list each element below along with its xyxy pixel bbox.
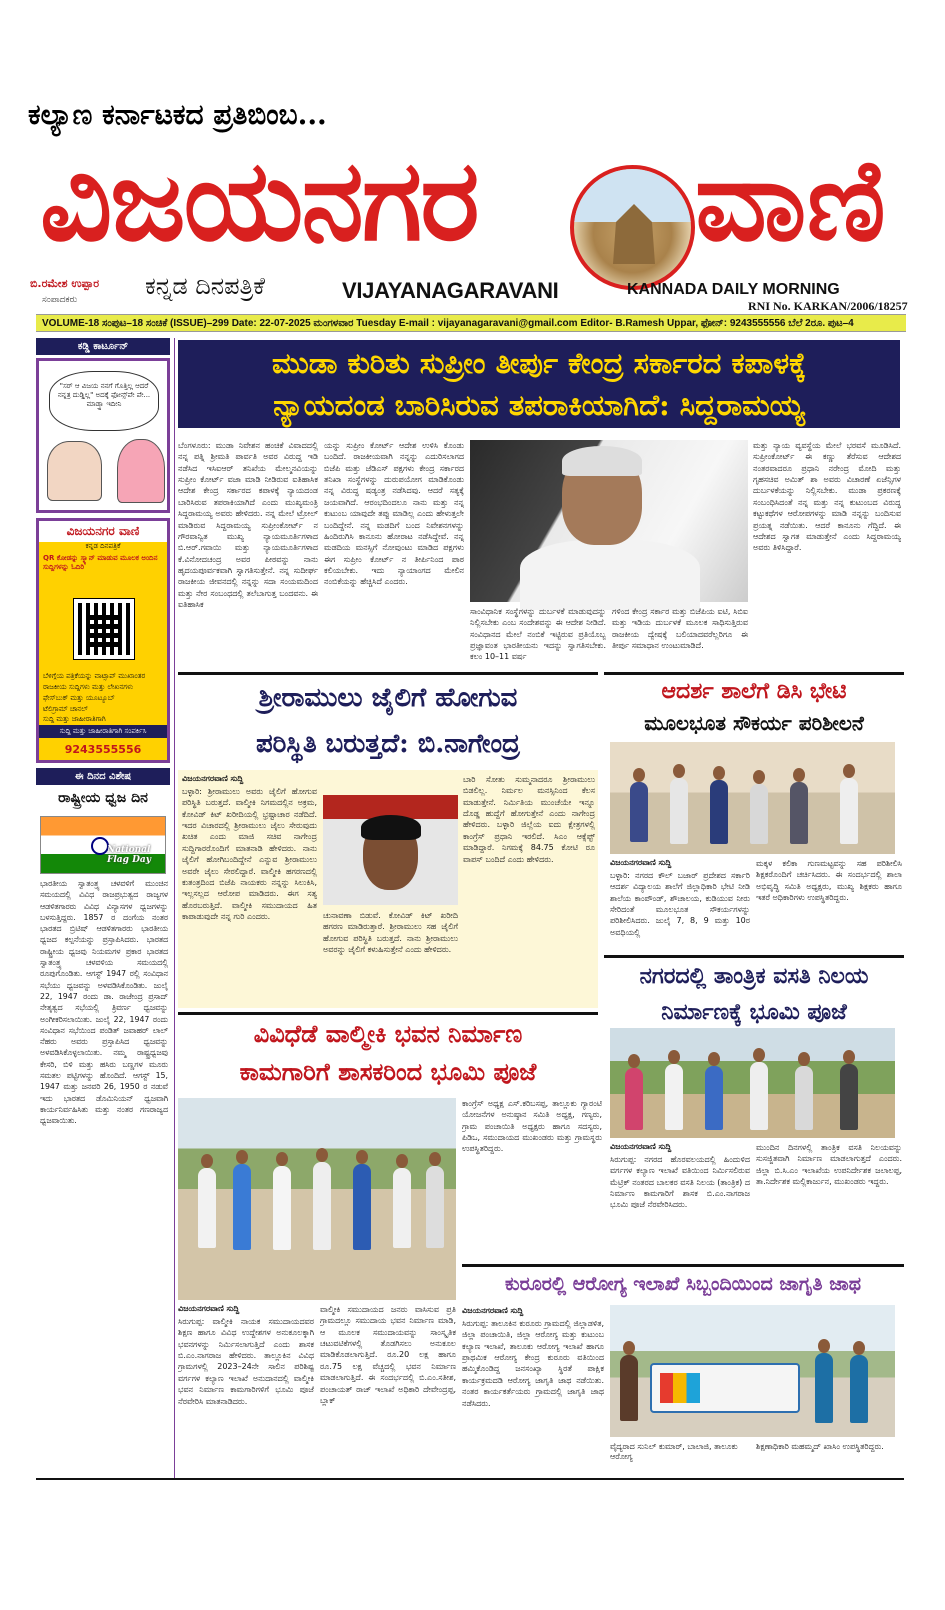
rni-number: RNI No. KARKAN/2006/18257	[748, 299, 908, 313]
story3-byline: ವಿಜಯನಗರವಾಣಿ ಸುದ್ದಿ	[610, 858, 672, 867]
lead-headline-line1: ಮುಡಾ ಕುರಿತು ಸುಪ್ರೀಂ ತೀರ್ಪು ಕೇಂದ್ರ ಸರ್ಕಾರದ ಕಪಾಳಕ್ಕೆ	[271, 346, 807, 380]
ad-list	[43, 671, 145, 725]
story2-headline-line2: ಪರಿಸ್ಥಿತಿ ಬರುತ್ತದೆ: ಬಿ.ನಾಗೇಂದ್ರ	[256, 729, 520, 759]
cartoon-header: ಕಡ್ಡಿ ಕಾರ್ಟೂನ್	[36, 338, 170, 355]
story3-col2: ಮಕ್ಕಳ ಕಲಿಕಾ ಗುಣಮಟ್ಟವನ್ನು ಸಹ ಪರಿಶೀಲಿಸಿ ಶಿಕ್ಷಕರೊಂದಿಗೆ ಚರ್ಚಿಸಿದರು. ಈ ಸಂದರ್ಭದಲ್ಲಿ ಶಾಲಾ ಅಭಿವೃದ್ಧಿ ಸಮಿತಿ ಅಧ್ಯಕ್ಷರು, ಮುಖ್ಯ ಶಿಕ್ಷಕರು ಹಾಗೂ ಇತರೆ ಅಧಿಕಾರಿಗಳು ಉಪಸ್ಥಿತರಿದ್ದರು.	[756, 859, 902, 903]
siddaramaiah-photo	[470, 440, 748, 602]
ad-list-item: ಟೆಲಿಗ್ರಾಮ್ ಚಾನಲ್	[43, 704, 88, 713]
issue-info-bar: VOLUME-18 ಸಂಪುಟ–18 ಸಂಚಿಕೆ (ISSUE)–299 Date: 22-07-2025 ಮಂಗಳವಾರ Tuesday E-mail : vijayanagaravani@gmail.com Editor- B.Ramesh Uppar, ಫೋನ್: 9243555556 ಬೆಲೆ 2ರೂ. ಪುಟ–4	[36, 314, 906, 332]
masthead-title-left: ವಿಜಯನಗರ	[40, 135, 478, 266]
lead-col1: ಬೆಂಗಳೂರು: ಮುಡಾ ನಿವೇಶನ ಹಂಚಿಕೆ ವಿವಾದದಲ್ಲಿ ನನ್ನ ಪತ್ನಿ ಶ್ರೀಮತಿ ಪಾರ್ವತಿ ಅವರ ವಿರುದ್ದ ಇಡಿ ನಡೆಸಿದ ಇಸಿಐಆರ್ ತನಿಖೆಯ ಮೇಲ್ಮನವಿಯನ್ನು ಸುಪ್ರೀಂ ಕೋರ್ಟ್ ವಜಾ ಮಾಡಿ ನೀಡಿರುವ ಐತಿಹಾಸಿಕ ಆದೇಶ ಕೇಂದ್ರ ಸರ್ಕಾರದ ಕಪಾಳಕ್ಕೆ ನ್ಯಾಯದಂಡ ಬಾರಿಸಿರುವ ತಪರಾಕಿಯಾಗಿದೆ ಎಂದು ಮುಖ್ಯಮಂತ್ರಿ ಸಿದ್ದರಾಮಯ್ಯ ಅವರು ಹೇಳಿದರು. ನನ್ನ ಮೇಲೆ ಟ್ರೋಲ್ ಮಾಡಿರುವ ಸಿದ್ದರಾಮಯ್ಯ ಸುಪ್ರೀಂಕೋರ್ಟ್ ನ ಗೌರವಾನ್ವಿತ ಮುಖ್ಯ ನ್ಯಾಯಮೂರ್ತಿಗಳಾದ ಬಿ.ಆರ್.ಗವಾಯಿ ಮತ್ತು ನ್ಯಾಯಮೂರ್ತಿಗಳಾದ ಕೆ.ವಿನೋದಚಂದ್ರ ಅವರ ಪೀಠವನ್ನು ನಾನು ಹೃದಯಪೂರ್ವಕವಾಗಿ ಸ್ವಾಗತಿಸುತ್ತೇನೆ. ನನ್ನ ಸುದೀರ್ಘ ರಾಜಕೀಯ ಜೀವನದಲ್ಲಿ ನನ್ನನ್ನು ಸದಾ ಸಂಯಮದಿಂದ ಮತ್ತು ನೇರ ಸಂಬಂಧದಲ್ಲಿ ತಲೆಬಾಗುತ್ತ ಬಂದವನು. ಈ ಐತಿಹಾಸಿಕ	[178, 441, 318, 610]
story3-headline-line1[interactable]: ಆದರ್ಶ ಶಾಲೆಗೆ ಡಿಸಿ ಭೇಟಿ	[604, 672, 904, 704]
masthead-tagline: ಕಲ್ಯಾಣ ಕರ್ನಾಟಕದ ಪ್ರತಿಬಿಂಬ...	[28, 98, 327, 131]
nagendra-photo	[323, 795, 458, 905]
story2-col3: ಬಾರಿ ಸೋತು ಸುಮ್ಮನಾದರೂ ಶ್ರೀರಾಮುಲು ಬಿಡಲಿಲ್ಲ. ನಿರ್ಮಲ ಮನಸ್ಸಿನಿಂದ ಕೆಲಸ ಮಾಡುತ್ತೇನೆ. ನಿರ್ಮಿತಿಯ ಮುಂಚೆಯೇ ಇನ್ನೂ ದೊಡ್ಡ ಹುದ್ದೆಗೆ ಹೋಗುತ್ತೇನೆ ಎಂದು ನಾಗೇಂದ್ರ ಹೇಳಿದರು. ಬಳ್ಳಾರಿ ಜಿಲ್ಲೆಯ ಐದು ಕ್ಷೇತ್ರಗಳಲ್ಲಿ ಕಾಂಗ್ರೆಸ್ ಪ್ರಧಾನಿ ಇರಲಿದೆ. ಸಿಎಂ ಆಕ್ಸೆಪ್ಟ್ ಮಾಡಿದ್ದಾರೆ. ನಿಗಮಕ್ಕೆ 84.75 ಕೋಟಿ ರೂ ವಾಪಸ್ ಬಂದಿದೆ ಎಂದು ಹೇಳಿದರು.	[463, 775, 595, 864]
ad-title: ವಿಜಯನಗರ ವಾಣಿ	[39, 521, 167, 542]
story4-headline[interactable]	[178, 1012, 598, 1092]
hampi-chariot-logo-icon	[570, 165, 695, 290]
kannada-daily-label: ಕನ್ನಡ ದಿನಪತ್ರಿಕೆ	[145, 272, 266, 300]
qr-code-icon[interactable]	[74, 599, 134, 659]
cartoon-woman-figure	[117, 439, 165, 503]
ad-qr-text: QR ಕೋಡನ್ನು ಸ್ಕ್ಯಾನ್ ಮಾಡುವ ಮೂಲಕ ಅಂದಿನ ಸುದ್ದಿಗಳನ್ನು ಓದಿರಿ	[43, 554, 158, 572]
hostel-bhoomi-pooja-photo	[610, 1028, 895, 1138]
story5-headline-line2: ನಿರ್ಮಾಣಕ್ಕೆ ಭೂಮಿ ಪೂಜೆ	[661, 999, 847, 1025]
story4-headline-line2: ಕಾಮಗಾರಿಗೆ ಶಾಸಕರಿಂದ ಭೂಮಿ ಪೂಜೆ	[239, 1057, 537, 1086]
lead-headline-line2: ನ್ಯಾಯದಂಡ ಬಾರಿಸಿರುವ ತಪರಾಕಿಯಾಗಿದೆ: ಸಿದ್ದರಾಮಯ್ಯ	[273, 388, 805, 422]
story6-caption-left: ವೈದ್ಯರಾದ ಸುನಿಲ್ ಕುಮಾರ್, ಬಾಲಾಜಿ, ತಾಲೂಕು ಆರೋಗ್ಯ	[610, 1442, 738, 1461]
story2-col1: ಬಳ್ಳಾರಿ: ಶ್ರೀರಾಮುಲು ಅವರು ಜೈಲಿಗೆ ಹೋಗುವ ಪರಿಸ್ಥಿತಿ ಬರುತ್ತದೆ. ವಾಲ್ಮೀಕಿ ನಿಗಮದಲ್ಲಿನ ಅಕ್ರಮ, ಕೋವಿಡ್ ಕಿಟ್ ಖರೀದಿಯಲ್ಲಿ ಭ್ರಷ್ಟಾಚಾರ ನಡೆದಿದೆ. ಇದರ ವಿಚಾರದಲ್ಲಿ ಶ್ರೀರಾಮುಲು ಜೈಲು ಸೇರುವುದು ಖಚಿತ ಎಂದು ಮಾಜಿ ಸಚಿವ ನಾಗೇಂದ್ರ ಸುದ್ದಿಗಾರರೊಂದಿಗೆ ಮಾತನಾಡಿ ಹೇಳಿದರು. ನಾನು ಜೈಲಿಗೆ ಹೋಗಿಬಂದಿದ್ದೇನೆ ಎನ್ನುವ ಶ್ರೀರಾಮುಲು ಅವರೇ ಜೈಲು ಸೇರಲಿದ್ದಾರೆ. ವಾಲ್ಮೀಕಿ ಹಗರಣದಲ್ಲಿ ಕುತಂತ್ರದಿಂದ ಬಿಜೆಪಿ ನಾಯಕರು ನನ್ನನ್ನು ಸಿಲುಕಿಸಿ, ಇಲ್ಲಸಲ್ಲದ ಆರೋಪ ಮಾಡಿದರು. ಈಗ ಸತ್ಯ ಹೊರಬರುತ್ತಿದೆ. ವಾಲ್ಮೀಕಿ ಸಮುದಾಯದ ಹಿತ ಕಾಪಾಡುವುದೇ ನನ್ನ ಗುರಿ ಎಂದರು.	[182, 787, 317, 921]
ad-list-item: ಸುದ್ದಿ ಮತ್ತು ಜಾಹೀರಾತಿಗಾಗಿ	[43, 715, 106, 724]
lead-col4: ಮತ್ತು ನ್ಯಾಯ ವ್ಯವಸ್ಥೆಯ ಮೇಲೆ ಭರವಸೆ ಮೂಡಿಸಿದೆ. ಸುಪ್ರೀಂಕೋರ್ಟ್ ಈ ಕಣ್ಣು ತೆರೆಸುವ ಆದೇಶದ ನಂತರವಾದರೂ ಪ್ರಧಾನಿ ನರೇಂದ್ರ ಮೋದಿ ಮತ್ತು ಗೃಹಸಚಿವ ಅಮಿತ್ ಶಾ ಅವರು ವಿಚಾರಣೆ ಏಜೆನ್ಸಿಗಳ ದುರ್ಬಳಕೆಯನ್ನು ನಿಲ್ಲಿಸಬೇಕು. ಮುಡಾ ಪ್ರಕರಣಕ್ಕೆ ಸಂಬಂಧಿಸಿದಂತೆ ನನ್ನ ಮತ್ತು ನನ್ನ ಕುಟುಂಬದ ವಿರುದ್ಧ ಕಟ್ಟುಕಥೆಗಳ ಆರೋಪಗಳನ್ನು ಮಾಡಿ ನನ್ನನ್ನು ಬಂದಿಸುವ ಪ್ರಯತ್ನ ನಡೆಯಿತು. ಆದರೆ ಕಾನೂನು ಗೆದ್ದಿದೆ. ಈ ಆದೇಶದ ಸ್ವಾಗತ ಮಾಡುತ್ತೇನೆ ಎಂದು ಸಿದ್ದರಾಮಯ್ಯ ಅವರು ತಿಳಿಸಿದ್ದಾರೆ.	[753, 441, 901, 553]
day-special-title: ರಾಷ್ಟ್ರೀಯ ಧ್ವಜ ದಿನ	[58, 790, 148, 806]
story6-headline[interactable]: ಕುರೂರಲ್ಲಿ ಆರೋಗ್ಯ ಇಲಾಖೆ ಸಿಬ್ಬಂದಿಯಿಂದ ಜಾಗೃತಿ ಜಾಥ	[462, 1264, 904, 1300]
lead-headline[interactable]	[178, 340, 900, 428]
ad-list-item: ರಾಜಕೀಯ ಸುದ್ದಿಗಳು ಮತ್ತು ಲೇಖನಗಳು	[43, 682, 134, 691]
story5-col2: ಮುಂದಿನ ದಿನಗಳಲ್ಲಿ ತಾಂತ್ರಿಕ ವಸತಿ ನಿಲಯವನ್ನು ಸುಸಜ್ಜಿತವಾಗಿ ನಿರ್ಮಾಣ ಮಾಡಲಾಗುತ್ತದೆ ಎಂದರು. ಜಿಲ್ಲಾ ಬಿ.ಸಿ.ಎಂ ಇಲಾಖೆಯ ಉಪನಿರ್ದೇಶಕ ಜಲಾಲಪ್ಪ, ತಾ.ನಿರ್ದೇಶಕ ಮಲ್ಲಿಕಾರ್ಜುನ, ಮುಖಂಡರು ಇದ್ದರು.	[756, 1143, 902, 1187]
flag-caption: National Flag Day	[107, 845, 151, 865]
editor-role: ಸಂಪಾದಕರು	[42, 295, 78, 305]
day-special-header: ಈ ದಿನದ ವಿಶೇಷ	[36, 768, 170, 785]
ad-list-item: ಫೇಸ್‌ಬುಕ್ ಮತ್ತು ಯೂಟ್ಯೂಬ್	[43, 693, 115, 702]
cartoon-bubble: "ಸರ್ ಆ ವಿಜಯ ನನಗೆ ಗೊತ್ತಿಲ್ಲ ಆದರೆ ನನ್ನತ್ರ ದುಡ್ಡಿಲ್ಲ" ಅದಕ್ಕೆ ಫೋನ್ಸ್‌ಪೇ ಪೇ... ಮಾಡ್ತ್ತಾ ಇದೀನಿ	[49, 371, 159, 431]
story6-byline: ವಿಜಯನಗರವಾಣಿ ಸುದ್ದಿ	[462, 1306, 524, 1315]
bottom-rule	[36, 1478, 904, 1480]
cartoon-panel	[36, 358, 170, 513]
left-column	[36, 338, 170, 1478]
story2-headline[interactable]	[178, 672, 598, 767]
story5-col1: ಸಿರುಗುಪ್ಪ: ನಗರದ ಹೊರವಲಯದಲ್ಲಿ ಹಿಂದುಳಿದ ವರ್ಗಗಳ ಕಲ್ಯಾಣ ಇಲಾಖೆ ವತಿಯಿಂದ ನಿರ್ಮಿಸಲಿರುವ ಮೆಟ್ರಿಕ್ ನಂತರದ ಬಾಲಕರ ವಸತಿ ನಿಲಯ (ತಾಂತ್ರಿಕ) ದ ನಿರ್ಮಾಣ ಕಾಮಗಾರಿಗೆ ಶಾಸಕ ಬಿ.ಎಂ.ನಾಗರಾಜ ಭೂಮಿ ಪೂಜೆ ನೆರವೇರಿಸಿದರು.	[610, 1155, 750, 1210]
story5-headline[interactable]	[604, 955, 904, 1029]
story6-col1: ಸಿರುಗುಪ್ಪ: ತಾಲೂಕಿನ ಕುರೂರು ಗ್ರಾಮದಲ್ಲಿ ಜಿಲ್ಲಾಡಳಿತ, ಜಿಲ್ಲಾ ಪಂಚಾಯಿತಿ, ಜಿಲ್ಲಾ ಆರೋಗ್ಯ ಮತ್ತು ಕುಟುಂಬ ಕಲ್ಯಾಣ ಇಲಾಖೆ, ತಾಲೂಕು ಆರೋಗ್ಯ ಇಲಾಖೆ ಹಾಗೂ ಪ್ರಾಥಮಿಕ ಆರೋಗ್ಯ ಕೇಂದ್ರ ಕುರೂರು ವತಿಯಿಂದ ಹಮ್ಮಿಕೊಂಡಿದ್ದ ಜನಸಂಖ್ಯಾ ಸ್ಥಿರತೆ ಪಾಕ್ಷಿಕ ಕಾರ್ಯಕ್ರಮದಡಿ ಆರೋಗ್ಯ ಜಾಗೃತಿ ಜಾಥ ನಡೆಯಿತು. ನಂತರ ಕಾರ್ಯಕರ್ತೆಯರು ಗ್ರಾಮದಲ್ಲಿ ಜಾಗೃತಿ ಜಾಥ ನಡೆಸಿದರು.	[462, 1319, 604, 1408]
english-subtitle: KANNADA DAILY MORNING	[627, 281, 840, 298]
story2-byline: ವಿಜಯನಗರವಾಣಿ ಸುದ್ದಿ	[182, 774, 244, 783]
valmiki-bhavan-photo	[178, 1098, 456, 1300]
story4-headline-line1: ವಿವಿಧೆಡೆ ವಾಲ್ಮೀಕಿ ಭವನ ನಿರ್ಮಾಣ	[253, 1019, 523, 1048]
ad-phone-label: ಸುದ್ದಿ ಮತ್ತು ಜಾಹೀರಾತಿಗಾಗಿ ಸಂಪರ್ಕಿಸಿ	[39, 725, 167, 738]
story6-caption-right: ಶಿಕ್ಷಣಾಧಿಕಾರಿ ಮಹಮ್ಮದ್ ಖಾಸಿಂ ಉಪಸ್ಥಿತರಿದ್ದರು.	[756, 1442, 884, 1451]
story3-headline-line2[interactable]: ಮೂಲಭೂತ ಸೌಕರ್ಯ ಪರಿಶೀಲನೆ	[604, 706, 904, 740]
subscription-ad	[36, 518, 170, 763]
story2-col2: ಚುನಾವಣಾ ಬಿಡುವೆ. ಕೋವಿಡ್ ಕಿಟ್ ಖರೀದಿ ಹಗರಣ ಮಾಡಿರುತ್ತಾರೆ. ಶ್ರೀರಾಮುಲು ಸಹ ಜೈಲಿಗೆ ಹೋಗುವ ಪರಿಸ್ಥಿತಿ ಬರುತ್ತದೆ. ನಾನು ಶ್ರೀರಾಮುಲು ಅವರನ್ನು ಜೈಲಿಗೆ ಕಳುಹಿಸುತ್ತೇನೆ ಎಂದು ಹೇಳಿದರು.	[323, 911, 458, 955]
health-awareness-rally-photo	[610, 1305, 895, 1437]
cartoon-man-figure	[47, 441, 102, 501]
story5-byline: ವಿಜಯನಗರವಾಣಿ ಸುದ್ದಿ	[610, 1142, 672, 1151]
day-special-body: ಭಾರತೀಯ ಸ್ವಾತಂತ್ರ್ಯ ಚಳವಳಿಗೆ ಮುಂಚಿನ ಸಮಯದಲ್ಲಿ ವಿವಿಧ ರಾಜಪ್ರಭುತ್ವದ ರಾಜ್ಯಗಳ ಆಡಳಿತಗಾರರು ವಿವಿಧ ವಿನ್ಯಾಸಗಳ ಧ್ವಜಗಳನ್ನು ಬಳಸುತ್ತಿದ್ದರು. 1857 ರ ದಂಗೆಯ ನಂತರ ಭಾರತದ ಬ್ರಿಟಿಷ್ ಆಡಳಿತಗಾರರು ಭಾರತೀಯ ಧ್ವಜದ ಕಲ್ಪನೆಯನ್ನು ಪ್ರಸ್ತಾಪಿಸಿದರು. ಭಾರತದ ರಾಷ್ಟ್ರೀಯ ಧ್ವಜವು ನಿಯಮಗಳ ಪ್ರಕಾರ ಭಾರತದ ಸ್ವಾತಂತ್ರ್ಯ ಚಳವಳಿಯ ಸಮಯದಲ್ಲಿ ರೂಪುಗೊಂಡಿತು. ಆಗಸ್ಟ್ 1947 ರಲ್ಲಿ ಸಂವಿಧಾನ ಸಭೆಯು ಧ್ವಜವನ್ನು ಅಳವಡಿಸಿಕೊಂಡಿತು. ಜುಲೈ 22, 1947 ರಂದು ಡಾ. ರಾಜೇಂದ್ರ ಪ್ರಸಾದ್ ನೇತೃತ್ವದ ಸಭೆಯಲ್ಲಿ ತ್ರಿವರ್ಣ ಧ್ವಜವನ್ನು ಅಂಗೀಕರಿಸಲಾಯಿತು. ಜುಲೈ 22, 1947 ರಂದು ಸಂವಿಧಾನ ಸಭೆಯಿಂದ ಪಂಡಿತ್ ಜವಾಹರ್ ಲಾಲ್ ನೆಹರು ಅವರು ಪ್ರಸ್ತಾಪಿಸಿದ ಧ್ವಜವನ್ನು ಅಳವಡಿಸಿಕೊಳ್ಳಲಾಯಿತು. ನಮ್ಮ ರಾಷ್ಟ್ರಧ್ವಜವು ಕೇಸರಿ, ಬಿಳಿ ಮತ್ತು ಹಸಿರು ಬಣ್ಣಗಳ ಮೂರು ಸಮತಲ ಪಟ್ಟಿಗಳನ್ನು ಹೊಂದಿದೆ. ಆಗಸ್ಟ್ 15, 1947 ಮತ್ತು ಜನವರಿ 26, 1950 ರ ನಡುವೆ ಇದು ಭಾರತದ ಡೊಮಿನಿಯನ್ ಧ್ವಜವಾಗಿ ಕಾರ್ಯನಿರ್ವಹಿಸಿತು ಮತ್ತು ನಂತರ ಗಣರಾಜ್ಯದ ಧ್ವಜವಾಯಿತು.	[40, 879, 168, 1126]
lead-col3: ಸಾಂವಿಧಾನಿಕ ಸಂಸ್ಥೆಗಳನ್ನು ದುರ್ಬಳಕೆ ಮಾಡುವುದನ್ನು ನಿಲ್ಲಿಸಬೇಕು ಎಂಬ ಸಂದೇಶವನ್ನು ಈ ಆದೇಶ ನೀಡಿದೆ. ಸಂವಿಧಾನದ ಮೇಲೆ ನಂಬಿಕೆ ಇಟ್ಟಿರುವ ಪ್ರತಿಯೊಬ್ಬ ಪ್ರಜ್ಞಾವಂತ ಭಾರತೀಯನು ಇದನ್ನು ಸ್ವಾಗತಿಸಬೇಕು. ಕಲಂ 10–11 ವರ್ಷ	[470, 607, 606, 662]
editor-name: ಬಿ.ರಮೇಶ ಉಪ್ಪಾರ	[30, 277, 100, 290]
indian-flag-image	[40, 816, 166, 874]
dc-visit-photo	[610, 742, 895, 854]
rally-banner	[650, 1363, 800, 1413]
story5-headline-line1: ನಗರದಲ್ಲಿ ತಾಂತ್ರಿಕ ವಸತಿ ನಿಲಯ	[639, 963, 869, 989]
lead-col3b: ಗಳಿಂದ ಕೇಂದ್ರ ಸರ್ಕಾರ ಮತ್ತು ಬಿಜೆಪಿಯ ಐಟಿ, ಸಿಬಿಐ ಮತ್ತು ಇಡಿಯ ದುರ್ಬಳಕೆ ಮೂಲಕ ಸಾಧಿಸುತ್ತಿರುವ ರಾಜಕೀಯ ದ್ವೇಷಕ್ಕೆ ಬಲಿಯಾದವರೆಲ್ಲರಿಗೂ ಈ ತೀರ್ಪು ಸಮಾಧಾನ ಉಂಟುಮಾಡಿದೆ.	[612, 607, 748, 651]
story4-col1: ಸಿರುಗುಪ್ಪ: ವಾಲ್ಮೀಕಿ ನಾಯಕ ಸಮುದಾಯದವರ ಶಿಕ್ಷಣ ಹಾಗೂ ವಿವಿಧ ಉದ್ದೇಶಗಳ ಅನುಕೂಲಕ್ಕಾಗಿ ಭವನಗಳನ್ನು ನಿರ್ಮಿಸಲಾಗುತ್ತಿದೆ ಎಂದು ಶಾಸಕ ಬಿ.ಎಂ.ನಾಗರಾಜ ಹೇಳಿದರು. ತಾಲ್ಲೂಕಿನ ವಿವಿಧ ಗ್ರಾಮಗಳಲ್ಲಿ 2023–24ನೇ ಸಾಲಿನ ಪರಿಶಿಷ್ಟ ವರ್ಗಗಳ ಕಲ್ಯಾಣ ಇಲಾಖೆ ಅನುದಾನದಲ್ಲಿ ವಾಲ್ಮೀಕಿ ಭವನ ನಿರ್ಮಾಣ ಕಾಮಗಾರಿಗಳಿಗೆ ಭೂಮಿ ಪೂಜೆ ನೆರವೇರಿಸಿ ಮಾತನಾಡಿದರು.	[178, 1317, 314, 1406]
lead-col2: ಯನ್ನು ಸುಪ್ರೀಂ ಕೋರ್ಟ್ ಆದೇಶ ಉಳಿಸಿ ಕೊಂಡು ಬಂದಿದೆ. ರಾಜಕೀಯವಾಗಿ ನನ್ನನ್ನು ಎದುರಿಸಲಾಗದ ಬಿಜೆಪಿ ಮತ್ತು ಜೆಡಿಎಸ್ ಪಕ್ಷಗಳು ಕೇಂದ್ರ ಸರ್ಕಾರದ ತನಿಖಾ ಸಂಸ್ಥೆಗಳನ್ನು ದುರುಪಯೋಗ ಮಾಡಿಕೊಂಡು ನನ್ನ ವಿರುದ್ಧ ಷಡ್ಯಂತ್ರ ನಡೆಸಿದವು. ಆದರೆ ಸತ್ಯಕ್ಕೆ ಜಯವಾಗಿದೆ. ಆರಂಭದಿಂದಲೂ ನಾನು ಮತ್ತು ನನ್ನ ಕುಟುಂಬ ಯಾವುದೇ ತಪ್ಪು ಮಾಡಿಲ್ಲ ಎಂದು ಹೇಳುತ್ತಲೇ ಬಂದಿದ್ದೇನೆ. ನನ್ನ ಮಡದಿಗೆ ಬಂದ ನಿವೇಶನಗಳನ್ನು ಹಿಂದಿರುಗಿಸಿ ಕಾನೂನು ಹೋರಾಟ ನಡೆಸಿದ್ದೇವೆ. ನನ್ನ ಮಡದಿಯ ಮನಸ್ಸಿಗೆ ನೋವುಂಟು ಮಾಡಿದ ಪಕ್ಷಗಳು ಈಗ ಸುಪ್ರೀಂ ಕೋರ್ಟ್ ನ ತೀರ್ಪಿನಿಂದ ಪಾಠ ಕಲಿಯಬೇಕು. ಇದು ನ್ಯಾಯಾಂಗದ ಮೇಲಿನ ನಂಬಿಕೆಯನ್ನು ಹೆಚ್ಚಿಸಿದೆ ಎಂದರು.	[324, 441, 464, 587]
english-title: VIJAYANAGARAVANI	[342, 278, 559, 303]
left-column-divider	[174, 338, 175, 1478]
story4-col-right: ಕಾಂಗ್ರೆಸ್ ಅಧ್ಯಕ್ಷ ಎಸ್.ಕರಿಬಸಪ್ಪ, ತಾಲ್ಲೂಕು ಗ್ಯಾರಂಟಿ ಯೋಜನೆಗಳ ಅನುಷ್ಠಾನ ಸಮಿತಿ ಅಧ್ಯಕ್ಷ, ಗಣ್ಯರು, ಗ್ರಾಮ ಪಂಚಾಯಿತಿ ಅಧ್ಯಕ್ಷರು ಹಾಗೂ ಸದಸ್ಯರು, ಪಿಡಿಒ, ಸಮುದಾಯದ ಮುಖಂಡರು ಮತ್ತು ಗ್ರಾಮಸ್ಥರು ಉಪಸ್ಥಿತರಿದ್ದರು.	[462, 1099, 602, 1154]
masthead-title-right: ವಾಣಿ	[695, 135, 886, 266]
ad-subtitle: ಕನ್ನಡ ದಿನಪತ್ರಿಕೆ	[85, 542, 121, 550]
story3-col1: ಬಳ್ಳಾರಿ: ನಗರದ ಕೌಲ್ ಬಜಾರ್ ಪ್ರದೇಶದ ಸರ್ಕಾರಿ ಆದರ್ಶ ವಿದ್ಯಾಲಯ ಶಾಲೆಗೆ ಜಿಲ್ಲಾಧಿಕಾರಿ ಭೇಟಿ ನೀಡಿ ಶಾಲೆಯ ಕಾಂಪೌಂಡ್, ಶೌಚಾಲಯ, ಕುಡಿಯುವ ನೀರು ಸೇರಿದಂತೆ ಮೂಲಭೂತ ಸೌಕರ್ಯಗಳನ್ನು ಪರಿಶೀಲಿಸಿದರು. ಜುಲೈ 7, 8, 9 ಮತ್ತು 10ರ ಅವಧಿಯಲ್ಲಿ	[610, 871, 750, 937]
ad-list-item: ಬೆಳಿಗ್ಗೆಯ ಪತ್ರಿಕೆಯನ್ನು ವಾಟ್ಸಾಪ್ ಮುಖಾಂತರ	[43, 672, 146, 680]
story4-col2: ವಾಲ್ಮೀಕಿ ಸಮುದಾಯದ ಜನರು ವಾಸಿಸುವ ಪ್ರತಿ ಗ್ರಾಮದಲ್ಲೂ ಸಮುದಾಯ ಭವನ ನಿರ್ಮಾಣ ಮಾಡಿ, ಆ ಮೂಲಕ ಸಮುದಾಯವನ್ನು ಸಾಂಸ್ಕೃತಿಕ ಚಟುವಟಿಕೆಗಳಲ್ಲಿ ತೊಡಗಿಸಲು ಅನುಕೂಲ ಮಾಡಿಕೊಡಲಾಗುತ್ತಿದೆ. ರೂ.20 ಲಕ್ಷ ಹಾಗೂ ರೂ.75 ಲಕ್ಷ ವೆಚ್ಚದಲ್ಲಿ ಭವನ ನಿರ್ಮಾಣ ಮಾಡಲಾಗುತ್ತಿದೆ. ಈ ಸಂದರ್ಭದಲ್ಲಿ ಬಿ.ಎಂ.ಸತೀಶ, ಪಂಚಾಯತ್ ರಾಜ್ ಇಲಾಖೆ ಅಧಿಕಾರಿ ದೇವೇಂದ್ರಪ್ಪ, ಬ್ಲಾಕ್	[320, 1305, 456, 1405]
ad-phone-number[interactable]: 9243555556	[64, 743, 142, 756]
story4-byline: ವಿಜಯನಗರವಾಣಿ ಸುದ್ದಿ	[178, 1304, 240, 1313]
story2-headline-line1: ಶ್ರೀರಾಮುಲು ಜೈಲಿಗೆ ಹೋಗುವ	[258, 683, 518, 713]
